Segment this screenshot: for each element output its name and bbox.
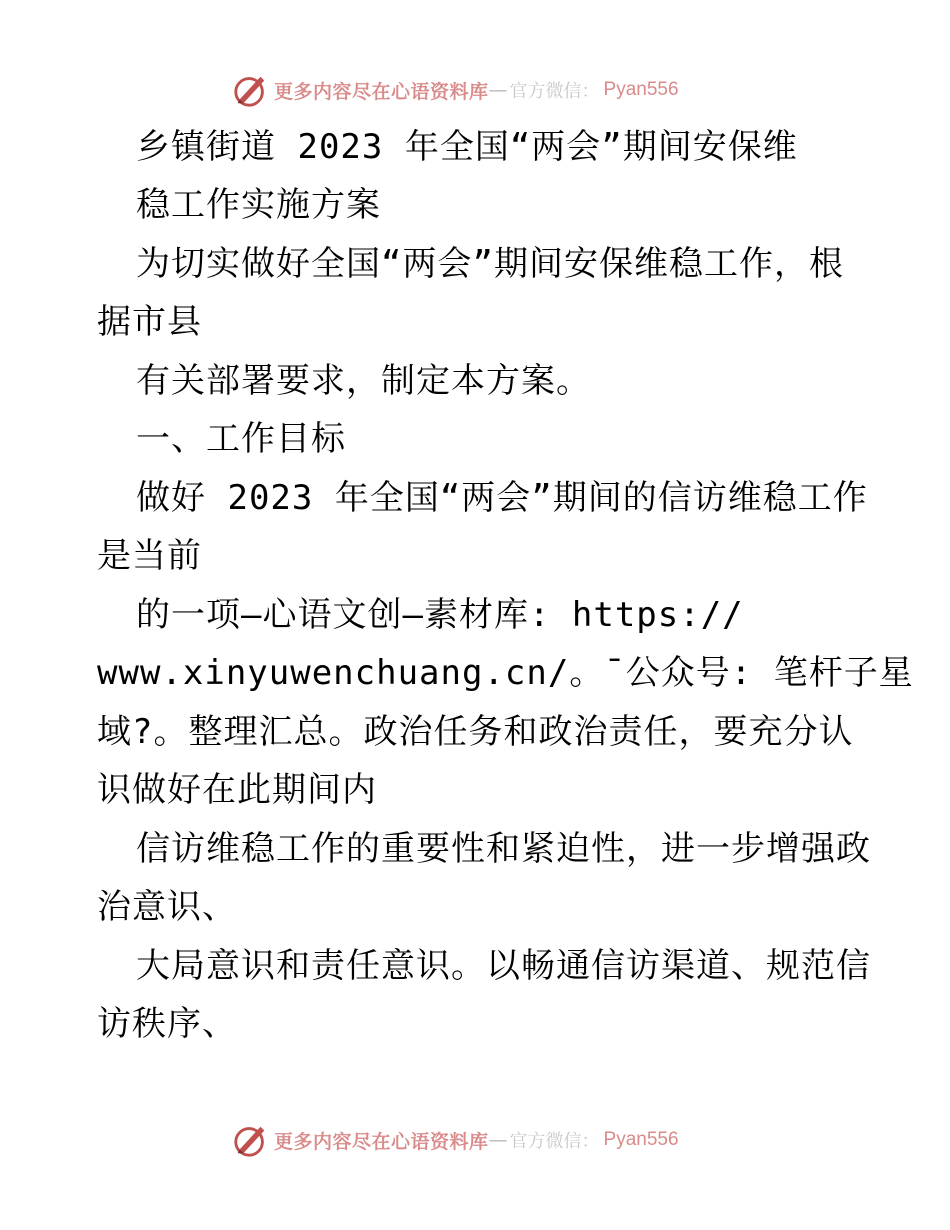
document-title-line-1: 乡镇街道 2023 年全国“两会”期间安保维 bbox=[136, 127, 798, 167]
document-text-line: 识做好在此期间内 bbox=[97, 770, 377, 810]
header-watermark bbox=[232, 70, 679, 110]
watermark-separator: — bbox=[488, 1129, 508, 1151]
document-text-line: 访秩序、 bbox=[97, 1004, 237, 1044]
document-text-line: 域?。整理汇总。政治任务和政治责任，要充分认 bbox=[97, 712, 854, 752]
document-text-line: 大局意识和责任意识。以畅通信访渠道、规范信 bbox=[136, 946, 871, 986]
watermark-separator: — bbox=[488, 79, 508, 101]
document-title-line-2: 稳工作实施方案 bbox=[136, 185, 381, 225]
document-text-line: 是当前 bbox=[97, 536, 202, 576]
watermark-brand-text: 更多内容尽在心语资料库 bbox=[274, 80, 489, 103]
document-text-line: 的一项—心语文创—素材库: https:// bbox=[136, 595, 744, 635]
document-text-line: 据市县 bbox=[97, 302, 202, 342]
pen-circle-logo-icon bbox=[232, 1121, 270, 1159]
watermark-label: 官方微信： bbox=[509, 1131, 600, 1152]
document-text-line: 有关部署要求，制定本方案。 bbox=[136, 361, 591, 401]
pen-circle-logo-icon bbox=[232, 71, 270, 109]
document-text-line: 做好 2023 年全国“两会”期间的信访维稳工作 bbox=[136, 478, 868, 518]
watermark-label: 官方微信： bbox=[509, 81, 600, 102]
document-text-line: 信访维稳工作的重要性和紧迫性，进一步增强政 bbox=[136, 829, 871, 869]
watermark-wechat-id: Pyan556 bbox=[603, 1129, 679, 1150]
document-text-line: 治意识、 bbox=[97, 887, 237, 927]
footer-watermark bbox=[232, 1120, 679, 1160]
watermark-brand-text: 更多内容尽在心语资料库 bbox=[274, 1130, 489, 1153]
document-url-line: www.xinyuwenchuang.cn/。¯公众号: 笔杆子星 bbox=[97, 653, 914, 693]
section-heading: 一、工作目标 bbox=[136, 419, 346, 459]
watermark-wechat-id: Pyan556 bbox=[603, 79, 679, 100]
document-text-line: 为切实做好全国“两会”期间安保维稳工作，根 bbox=[136, 244, 844, 284]
